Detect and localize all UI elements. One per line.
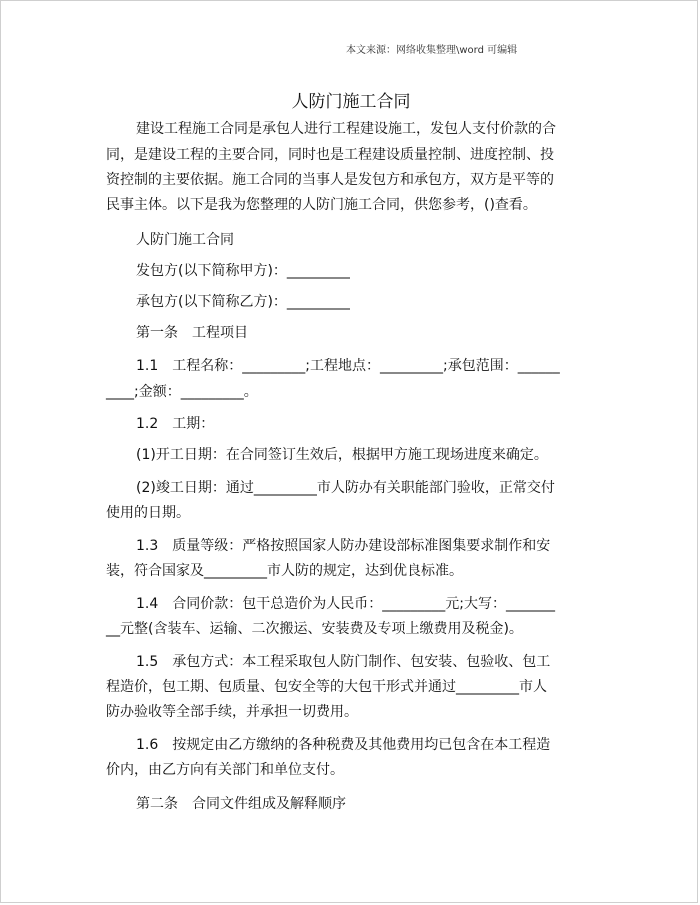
clause-1-3: 1.3 质量等级：严格按照国家人防办建设部标准图集要求制作和安 xyxy=(136,538,551,554)
clause-1-2-2: (2)竣工日期：通过_________市人防办有关职能部门验收，正常交付 xyxy=(136,480,555,496)
clause-1-5-cont: 程造价，包工期、包质量、包安全等的大包干形式并通过_________市人 xyxy=(106,679,547,695)
clause-1-2-heading: 1.2 工期： xyxy=(136,416,215,432)
party-b-line: 承包方(以下简称乙方)：_________ xyxy=(136,294,350,310)
document-title: 人防门施工合同 xyxy=(291,92,411,112)
clause-1-2-2-cont: 使用的日期。 xyxy=(106,505,190,521)
clause-1-6: 1.6 按规定由乙方缴纳的各种税费及其他费用均已包含在本工程造 xyxy=(136,737,551,753)
intro-line: 建设工程施工合同是承包人进行工程建设施工，发包人支付价款的合 xyxy=(136,121,556,137)
party-a-line: 发包方(以下简称甲方)：_________ xyxy=(136,263,350,279)
intro-line: 资控制的主要依据。施工合同的当事人是发包方和承包方，双方是平等的 xyxy=(106,172,554,188)
article-2-heading: 第二条 合同文件组成及解释顺序 xyxy=(136,796,346,812)
intro-line: 民事主体。以下是我为您整理的人防门施工合同，供您参考，()查看。 xyxy=(106,197,537,213)
clause-1-2-1: (1)开工日期：在合同签订生效后，根据甲方施工现场进度来确定。 xyxy=(136,447,548,463)
clause-1-1-cont: ____;金额：_________。 xyxy=(106,384,258,400)
clause-1-3-cont: 装，符合国家及_________市人防的规定，达到优良标准。 xyxy=(106,563,463,579)
article-1-heading: 第一条 工程项目 xyxy=(136,325,248,341)
intro-line: 同，是建设工程的主要合同，同时也是工程建设质量控制、进度控制、投 xyxy=(106,147,554,163)
clause-1-4: 1.4 合同价款：包干总造价为人民币：_________元;大写：_______ xyxy=(136,596,555,612)
clause-1-4-cont: __元整(含装车、运输、二次搬运、安装费及专项上缴费用及税金)。 xyxy=(106,621,523,637)
clause-1-5-cont: 防办验收等全部手续，并承担一切费用。 xyxy=(106,704,358,720)
source-note: 本文来源：网络收集整理\word 可编辑 xyxy=(346,45,518,56)
clause-1-5: 1.5 承包方式：本工程采取包人防门制作、包安装、包验收、包工 xyxy=(136,654,551,670)
clause-1-6-cont: 价内，由乙方向有关部门和单位支付。 xyxy=(106,762,344,778)
contract-subtitle: 人防门施工合同 xyxy=(136,232,234,248)
clause-1-1: 1.1 工程名称：_________;工程地点：_________;承包范围：______ xyxy=(136,358,560,374)
